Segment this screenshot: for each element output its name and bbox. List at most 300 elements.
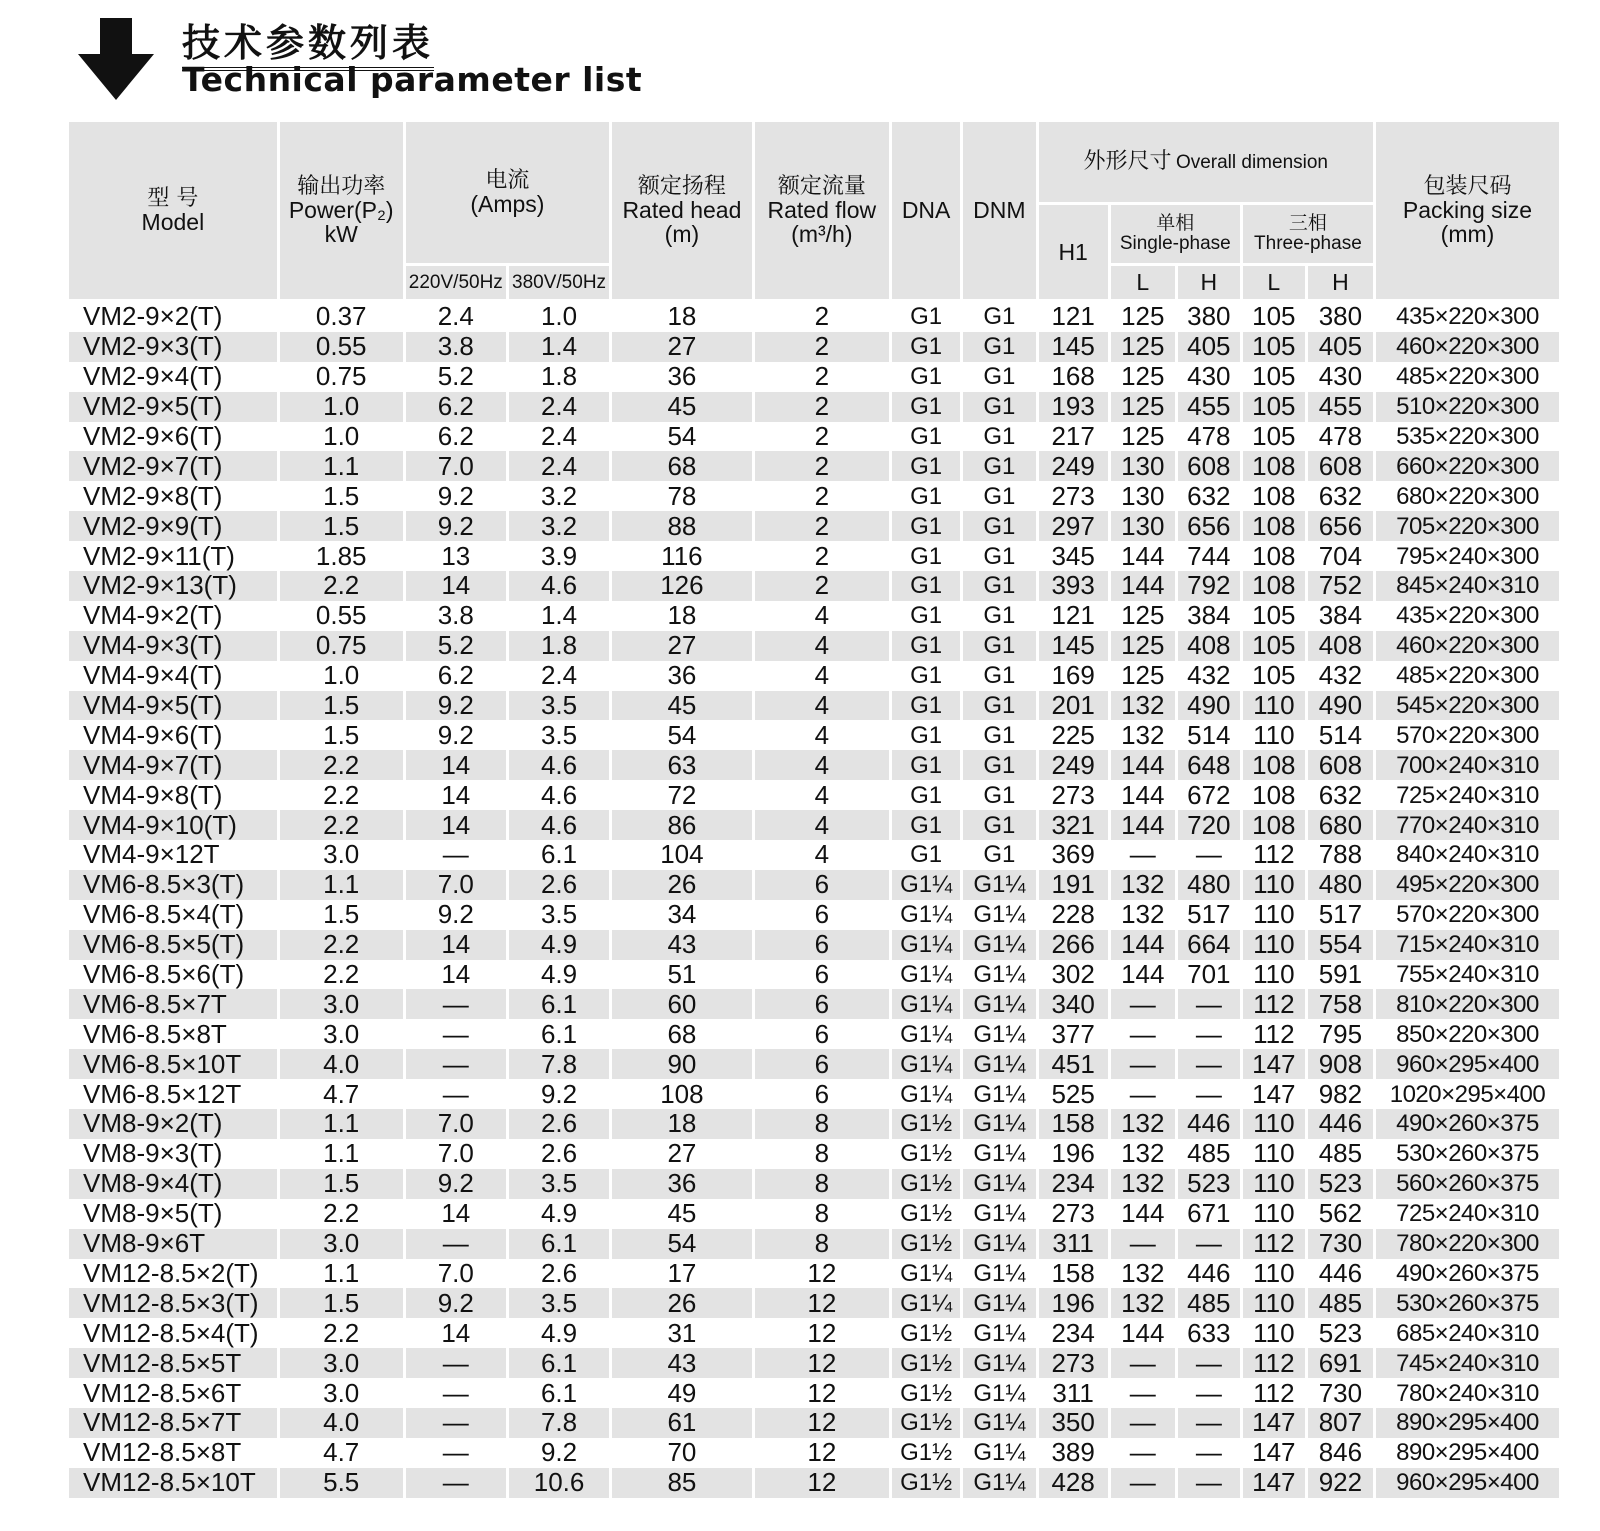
table-row xyxy=(69,362,1559,392)
cell-current-220v: 14 xyxy=(441,1318,471,1348)
cell-rated-flow: 4 xyxy=(755,691,889,721)
cell-dna: G1 xyxy=(892,392,960,422)
cell-single-h: 664 xyxy=(1178,930,1240,960)
cell-model: VM8-9×3(T) xyxy=(83,1138,223,1169)
table-row xyxy=(69,1109,1559,1139)
cell-current-380v: 2.4 xyxy=(540,660,578,691)
cell-three-h: 730 xyxy=(1318,1378,1363,1408)
cell-power: 1.0 xyxy=(323,660,360,691)
cell-power: 3.0 xyxy=(280,989,403,1019)
cell-three-l: 110 xyxy=(1243,930,1305,960)
cell-model: VM6-8.5×10T xyxy=(69,1049,277,1079)
cell-single-l: — xyxy=(1111,989,1175,1019)
cell-three-h: 656 xyxy=(1308,511,1373,541)
table-row xyxy=(69,571,1559,601)
table-row xyxy=(69,631,1559,661)
cell-single-l: 132 xyxy=(1121,899,1165,930)
cell-three-l: 112 xyxy=(1243,1229,1305,1259)
cell-rated-head: 60 xyxy=(612,989,752,1019)
cell-three-l: 110 xyxy=(1253,1138,1295,1169)
cell-dna: G1¼ xyxy=(900,1020,953,1048)
cell-model: VM12-8.5×2(T) xyxy=(83,1258,259,1288)
cell-dna: G1½ xyxy=(892,1229,960,1259)
cell-current-380v: 6.1 xyxy=(540,1019,578,1049)
table-row xyxy=(69,1468,1559,1498)
title-area xyxy=(70,10,770,105)
cell-h1: 428 xyxy=(1039,1468,1108,1498)
cell-dna: G1½ xyxy=(900,1319,953,1347)
cell-single-l: 125 xyxy=(1111,332,1175,362)
cell-current-380v: 4.6 xyxy=(509,750,609,780)
cell-model: VM12-8.5×6T xyxy=(83,1378,242,1408)
cell-rated-head: 85 xyxy=(612,1468,752,1498)
cell-current-220v: 5.2 xyxy=(437,361,474,392)
cell-three-h: 523 xyxy=(1318,1318,1363,1348)
header-flow: 额定流量 Rated flow (m³/h) xyxy=(755,122,889,302)
cell-model: VM6-8.5×12T xyxy=(83,1079,242,1109)
cell-single-h: 380 xyxy=(1187,302,1231,332)
cell-three-l: 105 xyxy=(1243,631,1305,661)
cell-three-l: 105 xyxy=(1243,392,1305,422)
cell-three-l: 108 xyxy=(1252,481,1296,511)
cell-three-l: 108 xyxy=(1243,810,1305,840)
cell-single-l: 125 xyxy=(1121,302,1165,332)
cell-dnm: G1 xyxy=(963,750,1035,780)
cell-current-380v: 3.5 xyxy=(540,899,578,930)
cell-three-l: 147 xyxy=(1252,1079,1296,1109)
cell-power: 1.5 xyxy=(323,720,360,750)
cell-current-380v: 6.1 xyxy=(509,989,609,1019)
cell-single-h: — xyxy=(1178,989,1240,1019)
cell-power: 0.75 xyxy=(280,631,403,661)
cell-power: 1.1 xyxy=(280,1109,403,1139)
cell-current-220v: — xyxy=(442,1437,469,1468)
cell-packing-size: 840×240×310 xyxy=(1396,841,1539,869)
cell-h1: 345 xyxy=(1051,541,1095,571)
cell-rated-head: 45 xyxy=(667,1198,697,1229)
cell-three-h: 908 xyxy=(1308,1049,1373,1079)
cell-single-l: — xyxy=(1111,1049,1175,1079)
cell-h1: 451 xyxy=(1039,1049,1108,1079)
cell-packing-size: 715×240×310 xyxy=(1376,930,1559,960)
cell-current-380v: 4.9 xyxy=(540,1318,578,1348)
cell-dnm: G1 xyxy=(983,721,1016,749)
cell-rated-flow: 12 xyxy=(807,1378,837,1408)
cell-single-l: — xyxy=(1129,1079,1156,1109)
cell-model: VM12-8.5×10T xyxy=(69,1468,277,1498)
cell-model: VM4-9×5(T) xyxy=(69,691,277,721)
cell-three-l: 108 xyxy=(1243,511,1305,541)
cell-dnm: G1¼ xyxy=(963,1229,1035,1259)
cell-model: VM4-9×12T xyxy=(83,840,220,870)
cell-power: 1.1 xyxy=(280,870,403,900)
cell-model: VM2-9×2(T) xyxy=(83,302,223,332)
cell-single-h: 656 xyxy=(1178,511,1240,541)
cell-model: VM2-9×9(T) xyxy=(69,511,277,541)
cell-rated-flow: 12 xyxy=(755,1408,889,1438)
cell-rated-flow: 4 xyxy=(814,600,830,631)
header-single-l: L xyxy=(1111,266,1175,302)
cell-rated-flow: 8 xyxy=(814,1198,830,1229)
cell-h1: 369 xyxy=(1051,840,1095,870)
cell-single-l: 132 xyxy=(1121,1258,1165,1288)
cell-dna: G1½ xyxy=(900,1439,953,1467)
cell-three-h: 691 xyxy=(1308,1348,1373,1378)
cell-model: VM2-9×6(T) xyxy=(83,421,223,451)
cell-current-220v: 9.2 xyxy=(437,720,474,750)
header-power: 输出功率 Power(P₂) kW xyxy=(280,122,403,302)
cell-h1: 169 xyxy=(1051,660,1095,691)
cell-single-l: 144 xyxy=(1121,1198,1165,1229)
cell-three-l: 110 xyxy=(1243,1109,1305,1139)
cell-dna: G1 xyxy=(910,662,943,690)
cell-packing-size: 545×220×300 xyxy=(1376,691,1559,721)
cell-three-l: 112 xyxy=(1243,1348,1305,1378)
cell-rated-flow: 4 xyxy=(814,720,830,750)
cell-dna: G1¼ xyxy=(892,870,960,900)
cell-packing-size: 725×240×310 xyxy=(1396,781,1539,809)
cell-current-220v: — xyxy=(442,1378,469,1408)
cell-single-l: — xyxy=(1129,1437,1156,1468)
cell-three-h: 632 xyxy=(1318,780,1363,810)
cell-rated-head: 68 xyxy=(612,451,752,481)
table-row xyxy=(69,661,1559,691)
cell-single-h: 648 xyxy=(1178,750,1240,780)
cell-rated-head: 17 xyxy=(667,1258,697,1288)
cell-current-380v: 6.1 xyxy=(540,840,578,870)
cell-model: VM6-8.5×6(T) xyxy=(83,959,245,990)
table-row xyxy=(69,392,1559,422)
cell-current-220v: 9.2 xyxy=(406,1169,506,1199)
cell-h1: 234 xyxy=(1051,1318,1095,1348)
cell-packing-size: 770×240×310 xyxy=(1376,810,1559,840)
table-row xyxy=(69,1229,1559,1259)
cell-single-h: 672 xyxy=(1187,780,1231,810)
cell-single-l: 144 xyxy=(1121,959,1165,990)
cell-packing-size: 570×220×300 xyxy=(1396,901,1539,929)
cell-model: VM8-9×4(T) xyxy=(69,1169,277,1199)
table-row xyxy=(69,720,1559,750)
cell-current-220v: 3.8 xyxy=(437,600,474,631)
cell-current-380v: 1.4 xyxy=(540,600,578,631)
cell-single-l: 132 xyxy=(1121,720,1165,750)
cell-packing-size: 560×260×375 xyxy=(1376,1169,1559,1199)
cell-single-l: 144 xyxy=(1111,810,1175,840)
cell-dnm: G1¼ xyxy=(963,870,1035,900)
cell-model: VM6-8.5×5(T) xyxy=(69,930,277,960)
cell-rated-head: 54 xyxy=(667,421,697,451)
cell-dnm: G1¼ xyxy=(963,1408,1035,1438)
cell-dna: G1½ xyxy=(892,1169,960,1199)
header-h1: H1 xyxy=(1039,205,1108,302)
cell-current-220v: — xyxy=(442,1019,469,1049)
cell-dnm: G1¼ xyxy=(973,1379,1026,1407)
cell-single-h: — xyxy=(1178,1049,1240,1079)
table-row xyxy=(69,900,1559,930)
cell-h1: 234 xyxy=(1039,1169,1108,1199)
header-dna: DNA xyxy=(892,122,960,302)
cell-rated-head: 31 xyxy=(667,1318,697,1348)
cell-current-220v: — xyxy=(406,1468,506,1498)
cell-three-h: 405 xyxy=(1308,332,1373,362)
cell-three-l: 105 xyxy=(1252,302,1296,332)
cell-single-h: 523 xyxy=(1178,1169,1240,1199)
cell-three-l: 110 xyxy=(1243,870,1305,900)
cell-three-l: 108 xyxy=(1252,541,1296,571)
cell-current-220v: 6.2 xyxy=(437,421,474,451)
cell-current-380v: 2.4 xyxy=(540,421,578,451)
cell-rated-head: 104 xyxy=(660,840,704,870)
cell-dnm: G1¼ xyxy=(973,1140,1026,1168)
cell-power: 2.2 xyxy=(280,930,403,960)
cell-rated-head: 78 xyxy=(667,481,697,511)
cell-dna: G1½ xyxy=(892,1348,960,1378)
cell-dna: G1 xyxy=(910,423,943,450)
header-three-l: L xyxy=(1243,266,1305,302)
cell-current-220v: 3.8 xyxy=(406,332,506,362)
table-row xyxy=(69,840,1559,870)
cell-current-220v: 5.2 xyxy=(406,631,506,661)
cell-single-l: — xyxy=(1111,1348,1175,1378)
cell-dna: G1 xyxy=(892,511,960,541)
header-220v: 220V/50Hz xyxy=(406,266,506,302)
down-arrow-icon xyxy=(76,18,156,102)
cell-packing-size: 960×295×400 xyxy=(1376,1468,1559,1498)
header-head: 额定扬程 Rated head (m) xyxy=(612,122,752,302)
cell-single-h: — xyxy=(1178,1408,1240,1438)
cell-current-220v: — xyxy=(442,840,469,870)
cell-current-220v: 14 xyxy=(441,1198,471,1229)
cell-single-l: 125 xyxy=(1121,660,1165,691)
cell-dna: G1 xyxy=(892,631,960,661)
cell-packing-size: 485×220×300 xyxy=(1396,662,1539,690)
cell-packing-size: 495×220×300 xyxy=(1376,870,1559,900)
cell-current-380v: 1.8 xyxy=(540,361,578,392)
cell-packing-size: 705×220×300 xyxy=(1376,511,1559,541)
cell-dna: G1¼ xyxy=(900,961,953,989)
cell-current-380v: 4.9 xyxy=(509,930,609,960)
cell-single-l: 125 xyxy=(1121,421,1165,451)
cell-three-h: 380 xyxy=(1318,302,1363,332)
cell-dnm: G1 xyxy=(963,571,1035,601)
cell-three-h: 554 xyxy=(1308,930,1373,960)
cell-single-h: 720 xyxy=(1178,810,1240,840)
cell-rated-head: 36 xyxy=(612,1169,752,1199)
cell-current-380v: 2.6 xyxy=(540,1138,578,1169)
cell-three-h: 795 xyxy=(1318,1019,1363,1049)
cell-model: VM2-9×5(T) xyxy=(69,392,277,422)
cell-three-l: 108 xyxy=(1243,451,1305,481)
cell-dnm: G1 xyxy=(983,841,1016,869)
cell-current-380v: 7.8 xyxy=(509,1049,609,1079)
cell-rated-flow: 6 xyxy=(755,870,889,900)
cell-single-l: 130 xyxy=(1111,451,1175,481)
cell-model: VM4-9×8(T) xyxy=(83,780,223,810)
cell-power: 0.75 xyxy=(315,361,367,392)
cell-h1: 266 xyxy=(1039,930,1108,960)
cell-dna: G1½ xyxy=(900,1200,953,1228)
cell-three-l: 105 xyxy=(1252,660,1296,691)
cell-rated-head: 18 xyxy=(667,600,697,631)
cell-dna: G1½ xyxy=(900,1379,953,1407)
cell-dna: G1 xyxy=(892,332,960,362)
cell-packing-size: 490×260×375 xyxy=(1376,1109,1559,1139)
cell-rated-head: 126 xyxy=(612,571,752,601)
cell-rated-head: 36 xyxy=(667,660,697,691)
cell-rated-flow: 8 xyxy=(814,1138,830,1169)
cell-h1: 249 xyxy=(1039,451,1108,481)
header-dnm: DNM xyxy=(963,122,1035,302)
cell-rated-head: 72 xyxy=(667,780,697,810)
page-title-cn: 技术参数列表 xyxy=(182,12,434,67)
cell-dnm: G1¼ xyxy=(963,1049,1035,1079)
cell-packing-size: 510×220×300 xyxy=(1376,392,1559,422)
cell-power: 2.2 xyxy=(280,750,403,780)
cell-current-220v: 9.2 xyxy=(437,481,474,511)
cell-three-l: 110 xyxy=(1243,1169,1305,1199)
header-single-h: H xyxy=(1178,266,1240,302)
cell-single-h: 446 xyxy=(1178,1109,1240,1139)
cell-rated-flow: 4 xyxy=(814,780,830,810)
cell-current-220v: 14 xyxy=(406,750,506,780)
cell-three-l: 108 xyxy=(1243,750,1305,780)
cell-current-380v: 3.5 xyxy=(509,1169,609,1199)
cell-three-l: 110 xyxy=(1253,1318,1295,1348)
cell-h1: 389 xyxy=(1051,1437,1095,1468)
cell-power: 1.0 xyxy=(280,392,403,422)
cell-packing-size: 725×240×310 xyxy=(1396,1200,1539,1228)
cell-dnm: G1 xyxy=(963,451,1035,481)
cell-rated-flow: 6 xyxy=(814,1019,830,1049)
cell-rated-head: 108 xyxy=(660,1079,704,1109)
cell-current-380v: 2.4 xyxy=(509,392,609,422)
cell-single-h: 405 xyxy=(1178,332,1240,362)
cell-power: 0.37 xyxy=(315,302,367,332)
cell-three-l: 112 xyxy=(1253,840,1295,870)
cell-current-380v: 2.6 xyxy=(509,1109,609,1139)
cell-current-220v: 9.2 xyxy=(437,899,474,930)
cell-h1: 273 xyxy=(1051,780,1095,810)
cell-current-380v: 1.8 xyxy=(509,631,609,661)
cell-dnm: G1¼ xyxy=(963,1468,1035,1498)
table-row xyxy=(69,870,1559,900)
cell-h1: 297 xyxy=(1039,511,1108,541)
cell-single-h: 744 xyxy=(1187,541,1231,571)
cell-rated-head: 68 xyxy=(667,1019,697,1049)
cell-current-220v: 9.2 xyxy=(406,691,506,721)
cell-power: 2.2 xyxy=(323,1318,360,1348)
cell-single-l: — xyxy=(1111,1468,1175,1498)
header-dimension: 外形尺寸 Overall dimension xyxy=(1039,122,1373,205)
cell-current-220v: — xyxy=(406,989,506,1019)
cell-current-220v: 14 xyxy=(406,571,506,601)
cell-current-220v: — xyxy=(406,1049,506,1079)
cell-three-h: 485 xyxy=(1318,1138,1363,1169)
cell-h1: 525 xyxy=(1051,1079,1095,1109)
header-three-h: H xyxy=(1308,266,1373,302)
cell-rated-flow: 2 xyxy=(814,481,830,511)
cell-current-380v: 6.1 xyxy=(509,1229,609,1259)
cell-model: VM8-9×6T xyxy=(69,1229,277,1259)
cell-single-h: — xyxy=(1178,1468,1240,1498)
cell-model: VM4-9×7(T) xyxy=(69,750,277,780)
cell-power: 3.0 xyxy=(323,1019,360,1049)
cell-single-h: 455 xyxy=(1178,392,1240,422)
cell-current-220v: — xyxy=(406,1229,506,1259)
cell-packing-size: 890×295×400 xyxy=(1396,1439,1539,1467)
cell-rated-flow: 12 xyxy=(755,1348,889,1378)
header-380v: 380V/50Hz xyxy=(509,266,609,302)
cell-single-l: 125 xyxy=(1111,392,1175,422)
table-row xyxy=(69,1438,1559,1468)
cell-model: VM12-8.5×5T xyxy=(69,1348,277,1378)
cell-rated-head: 43 xyxy=(612,930,752,960)
cell-dna: G1 xyxy=(892,691,960,721)
cell-single-h: 517 xyxy=(1187,899,1231,930)
cell-current-220v: 14 xyxy=(406,930,506,960)
table-row xyxy=(69,691,1559,721)
cell-power: 1.1 xyxy=(323,1138,360,1169)
cell-single-h: — xyxy=(1178,1348,1240,1378)
cell-rated-flow: 2 xyxy=(814,421,830,451)
cell-current-380v: 4.9 xyxy=(540,959,578,990)
table-body xyxy=(69,302,1559,1498)
cell-rated-head: 36 xyxy=(667,361,697,392)
cell-three-l: 110 xyxy=(1243,691,1305,721)
cell-dnm: G1¼ xyxy=(963,1348,1035,1378)
cell-packing-size: 810×220×300 xyxy=(1376,989,1559,1019)
cell-single-h: 608 xyxy=(1178,451,1240,481)
cell-h1: 273 xyxy=(1051,481,1095,511)
cell-model: VM4-9×3(T) xyxy=(69,631,277,661)
cell-packing-size: 755×240×310 xyxy=(1396,961,1539,989)
cell-current-380v: 3.5 xyxy=(509,691,609,721)
page-title-en: Technical parameter list xyxy=(182,60,643,99)
cell-current-380v: 2.6 xyxy=(509,870,609,900)
cell-three-l: 105 xyxy=(1252,421,1296,451)
cell-current-380v: 4.6 xyxy=(509,810,609,840)
cell-dna: G1¼ xyxy=(892,989,960,1019)
cell-h1: 121 xyxy=(1051,600,1095,631)
cell-dna: G1 xyxy=(892,451,960,481)
cell-dna: G1 xyxy=(910,781,943,809)
cell-h1: 196 xyxy=(1039,1288,1108,1318)
cell-model: VM4-9×2(T) xyxy=(83,600,223,631)
table-row xyxy=(69,989,1559,1019)
cell-h1: 249 xyxy=(1039,750,1108,780)
cell-h1: 377 xyxy=(1051,1019,1095,1049)
cell-packing-size: 890×295×400 xyxy=(1376,1408,1559,1438)
cell-model: VM6-8.5×4(T) xyxy=(83,899,245,930)
cell-single-l: — xyxy=(1111,1229,1175,1259)
cell-power: 5.5 xyxy=(280,1468,403,1498)
cell-dnm: G1 xyxy=(983,303,1016,331)
cell-packing-size: 795×240×300 xyxy=(1396,542,1539,570)
cell-three-h: 485 xyxy=(1308,1288,1373,1318)
cell-packing-size: 490×260×375 xyxy=(1396,1259,1539,1287)
cell-rated-flow: 6 xyxy=(755,1049,889,1079)
cell-dnm: G1 xyxy=(963,511,1035,541)
cell-current-220v: 6.2 xyxy=(406,392,506,422)
cell-rated-head: 26 xyxy=(612,1288,752,1318)
cell-three-l: 105 xyxy=(1252,600,1296,631)
cell-three-l: 110 xyxy=(1253,720,1295,750)
cell-dnm: G1 xyxy=(983,482,1016,510)
cell-power: 1.5 xyxy=(280,511,403,541)
cell-three-h: 446 xyxy=(1308,1109,1373,1139)
cell-h1: 311 xyxy=(1052,1378,1094,1408)
cell-dna: G1 xyxy=(910,602,943,630)
